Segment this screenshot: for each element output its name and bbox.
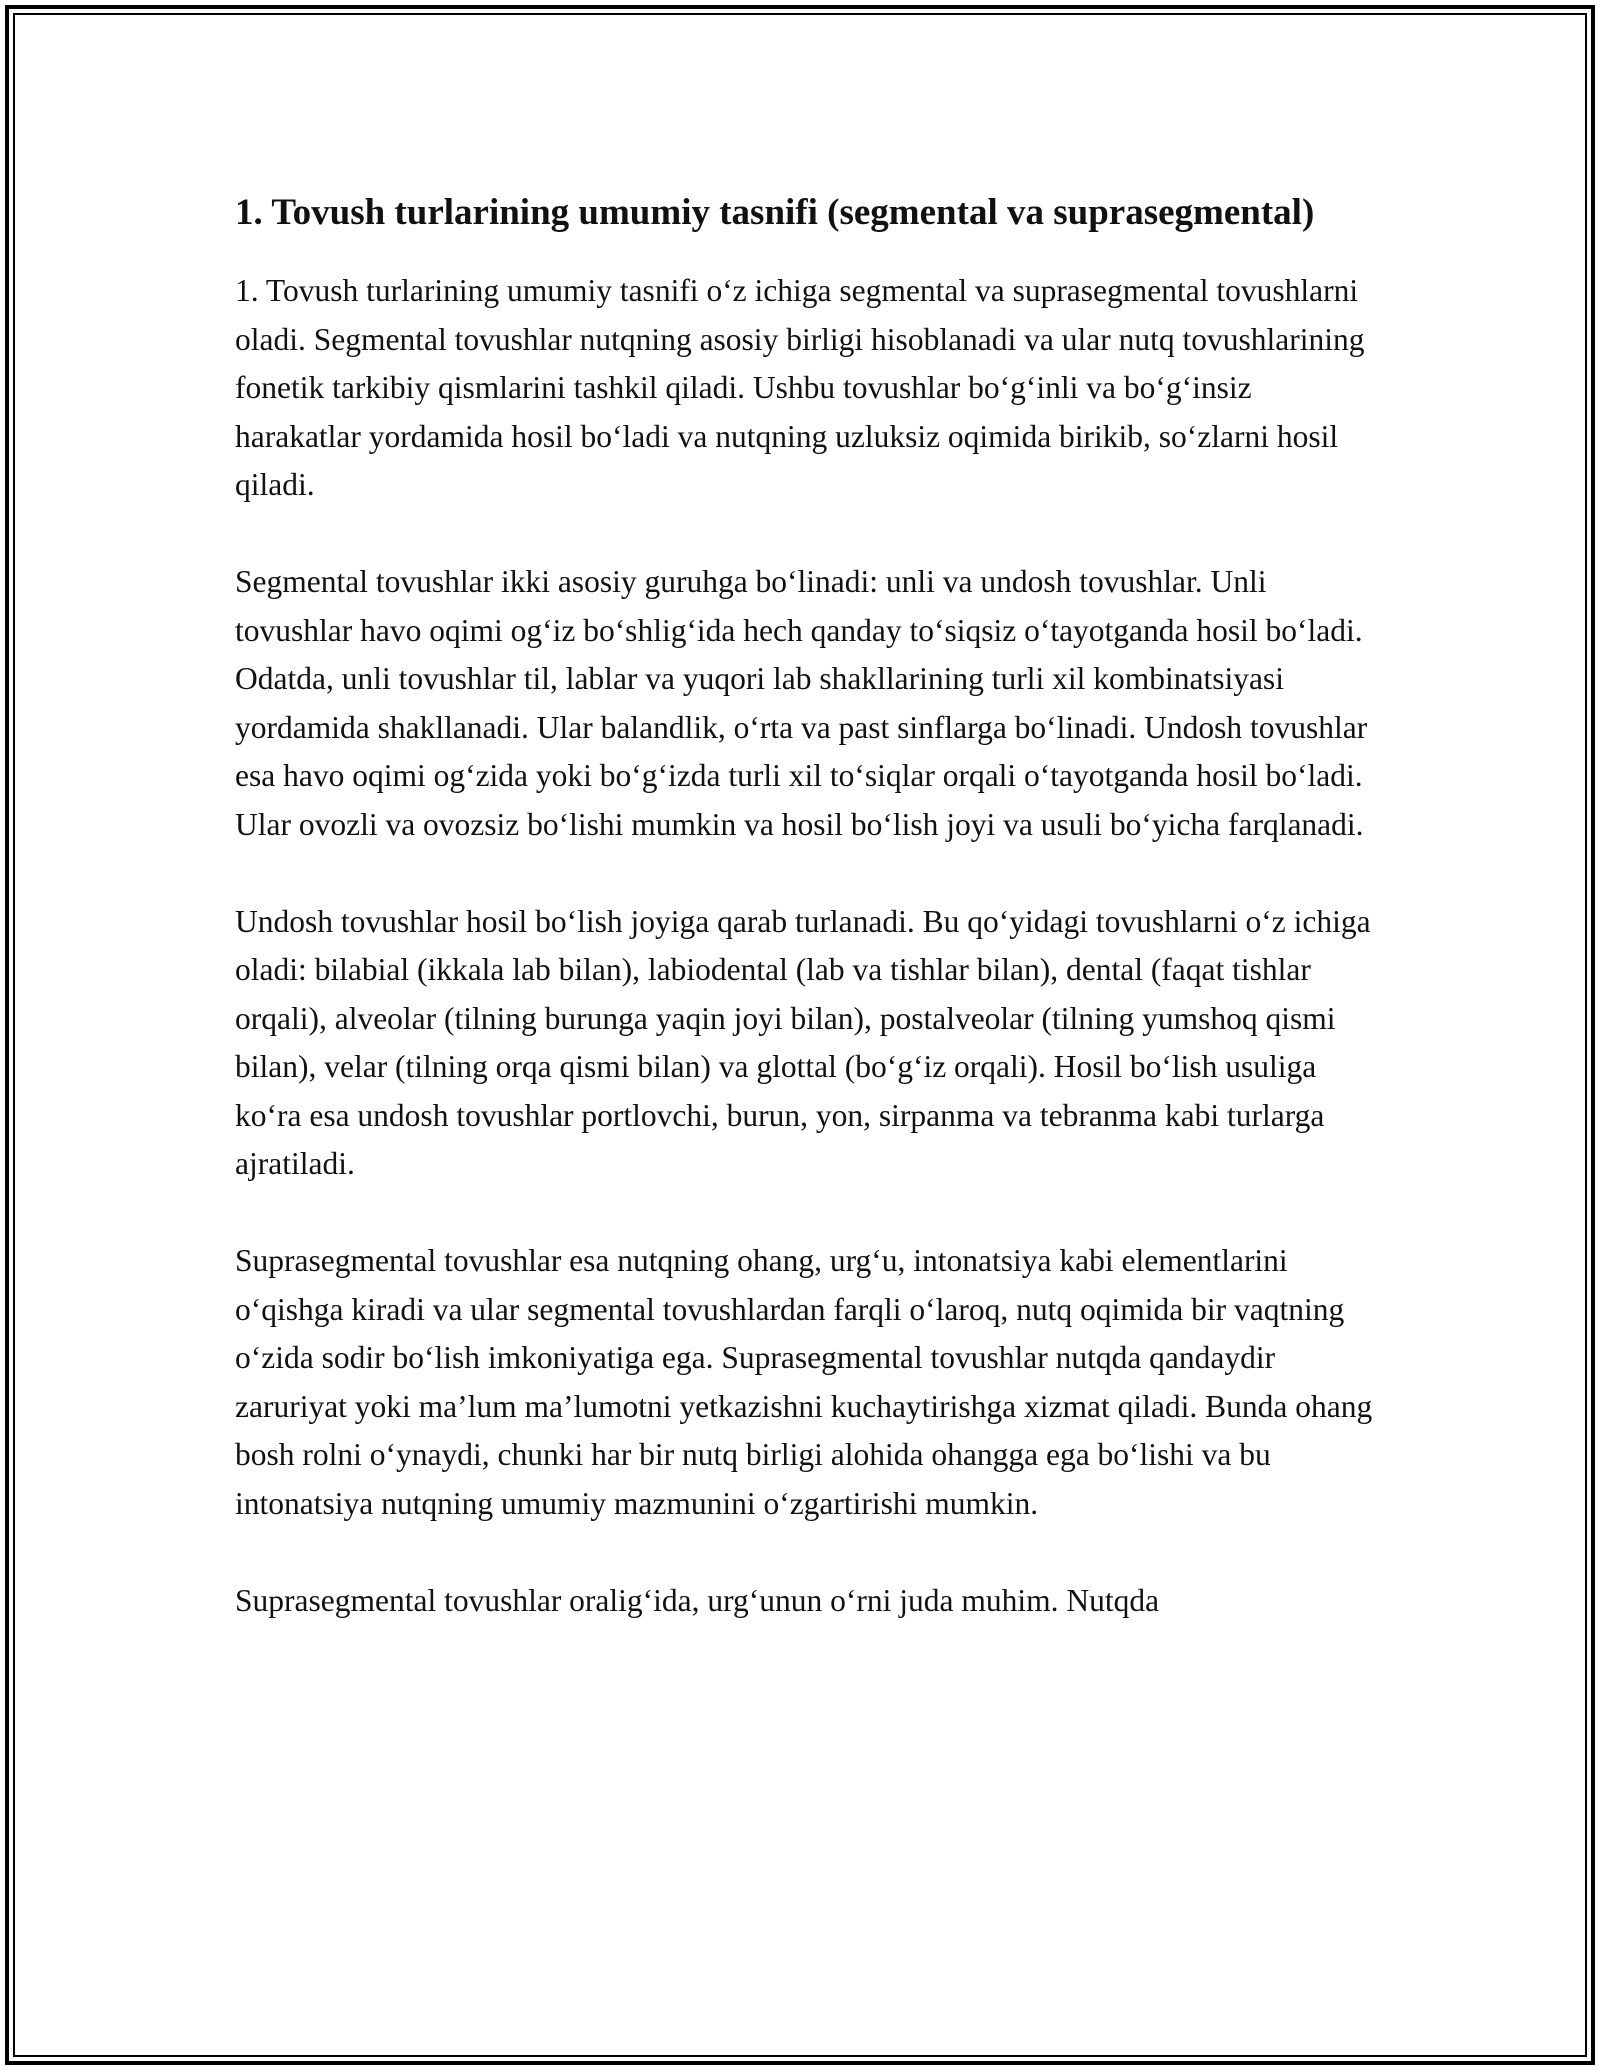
paragraph-1: 1. Tovush turlarining umumiy tasnifi o‘z ichiga segmental va suprasegmental tovushlarni oladi. Segmental tovushlar nutqning asosiy birligi hisoblanadi va ular nutq tovushlarining fonetik tarkibiy qismlarini tashkil qiladi. Ushbu tovushlar bo‘g‘inli va bo‘g‘insiz harakatlar yordamida hosil bo‘ladi va nutqning uzluksiz oqimida birikib, so‘zlarni hosil qiladi. (235, 273, 1365, 502)
document-body (235, 184, 1375, 1674)
paragraph-2: Segmental tovushlar ikki asosiy guruhga bo‘linadi: unli va undosh tovushlar. Unli tovushlar havo oqimi og‘iz bo‘shlig‘ida hech qanday to‘siqsiz o‘tayotganda hosil bo‘ladi. Odatda, unli tovushlar til, lablar va yuqori lab shakllarining turli xil kombinatsiyasi yordamida shakllanadi. Ular balandlik, o‘rta va past sinflarga bo‘linadi. Undosh tovushlar esa havo oqimi og‘zida yoki bo‘g‘izda turli xil to‘siqlar orqali o‘tayotganda hosil bo‘ladi. Ular ovozli va ovozsiz bo‘lishi mumkin va hosil bo‘lish joyi va usuli bo‘yicha farqlanadi. (235, 564, 1368, 842)
document-title: 1. Tovush turlarining umumiy tasnifi (segmental va suprasegmental) (235, 192, 1315, 233)
paragraph-4: Suprasegmental tovushlar esa nutqning ohang, urg‘u, intonatsiya kabi elementlarini o‘qishga kiradi va ular segmental tovushlardan farqli o‘laroq, nutq oqimida bir vaqtning o‘zida sodir bo‘lish imkoniyatiga ega. Suprasegmental tovushlar nutqda qandaydir zaruriyat yoki ma’lum ma’lumotni yetkazishni kuchaytirishga xizmat qiladi. Bunda ohang bosh rolni o‘ynaydi, chunki har bir nutq birligi alohida ohangga ega bo‘lishi va bu intonatsiya nutqning umumiy mazmunini o‘zgartirishi mumkin. (235, 1243, 1373, 1521)
paragraph-3: Undosh tovushlar hosil bo‘lish joyiga qarab turlanadi. Bu qo‘yidagi tovushlarni o‘z ichiga oladi: bilabial (ikkala lab bilan), labiodental (lab va tishlar bilan), dental (faqat tishlar orqali), alveolar (tilning burunga yaqin joyi bilan), postalveolar (tilning yumshoq qismi bilan), velar (tilning orqa qismi bilan) va glottal (bo‘g‘iz orqali). Hosil bo‘lish usuliga ko‘ra esa undosh tovushlar portlovchi, burun, yon, sirpanma va tebranma kabi turlarga ajratiladi. (235, 903, 1371, 1181)
paragraph-5: Suprasegmental tovushlar oralig‘ida, urg‘unun o‘rni juda muhim. Nutqda (235, 1582, 1160, 1618)
